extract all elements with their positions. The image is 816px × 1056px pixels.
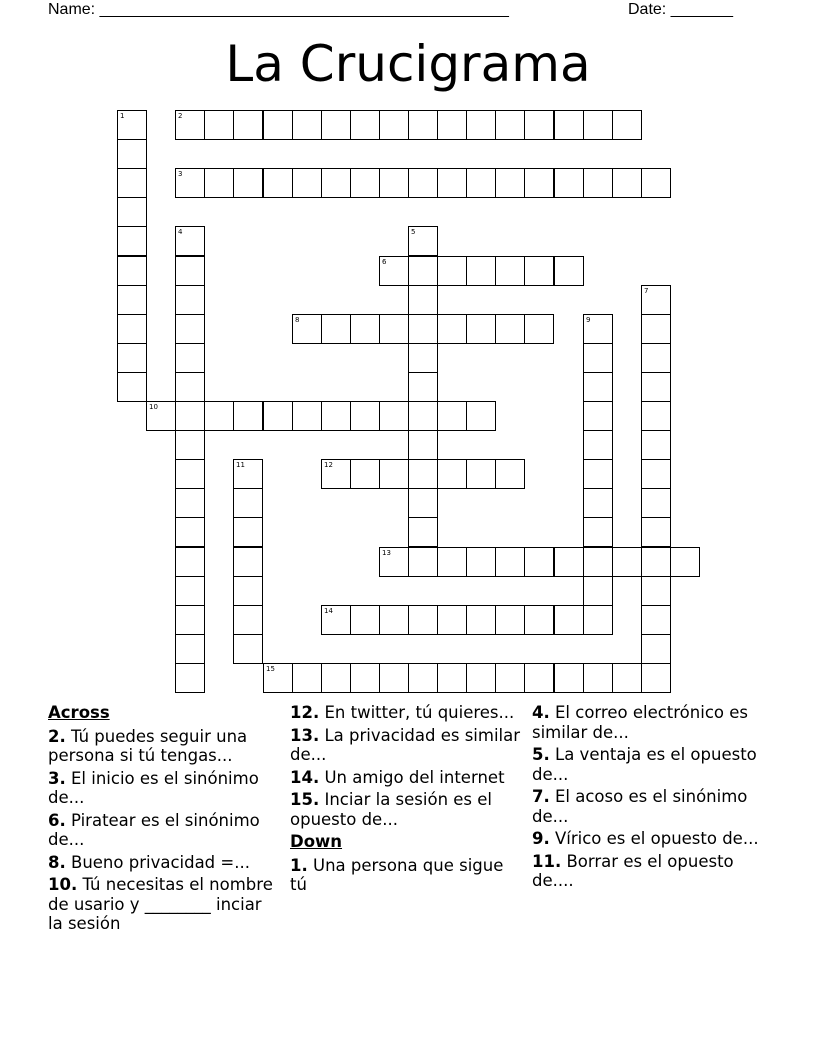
grid-cell[interactable] <box>524 663 554 693</box>
grid-cell[interactable] <box>408 459 438 489</box>
clue-text: El acoso es el sinónimo de... <box>532 787 748 826</box>
grid-cell[interactable] <box>233 576 263 606</box>
grid-cell[interactable] <box>495 314 525 344</box>
grid-cell[interactable] <box>466 110 496 140</box>
grid-cell[interactable] <box>583 488 613 518</box>
grid-cell[interactable] <box>379 663 409 693</box>
grid-cell[interactable] <box>292 110 322 140</box>
grid-cell[interactable] <box>641 430 671 460</box>
grid-cell[interactable] <box>466 459 496 489</box>
grid-cell[interactable] <box>292 314 322 344</box>
puzzle-title: La Crucigrama <box>225 35 591 93</box>
clue-item <box>532 829 764 849</box>
grid-cell[interactable] <box>495 547 525 577</box>
grid-cell[interactable] <box>117 226 147 256</box>
grid-cell[interactable] <box>175 110 205 140</box>
grid-cell[interactable] <box>641 168 671 198</box>
grid-cell[interactable] <box>583 401 613 431</box>
grid-cell[interactable] <box>379 168 409 198</box>
grid-cell[interactable] <box>175 256 205 286</box>
grid-cell[interactable] <box>350 168 380 198</box>
clue-text: La privacidad es similar de... <box>290 725 521 764</box>
grid-cell[interactable] <box>321 663 351 693</box>
grid-cell[interactable] <box>466 401 496 431</box>
grid-cell[interactable] <box>408 547 438 577</box>
clue-num: 4. <box>532 703 550 722</box>
grid-cell[interactable] <box>146 401 176 431</box>
grid-cell[interactable] <box>641 634 671 664</box>
grid-cell[interactable] <box>408 372 438 402</box>
grid-cell[interactable] <box>321 110 351 140</box>
clue-number: 2 <box>178 112 183 120</box>
grid-cell[interactable] <box>175 547 205 577</box>
grid-cell[interactable] <box>117 285 147 315</box>
clue-number: 5 <box>411 228 416 236</box>
clue-item <box>48 875 280 934</box>
clue-num: 14. <box>290 767 320 787</box>
clue-num: 5. <box>532 745 550 764</box>
grid-cell[interactable] <box>408 110 438 140</box>
grid-cell[interactable] <box>117 197 147 227</box>
grid-cell[interactable] <box>641 488 671 518</box>
clue-item <box>290 768 522 788</box>
grid-cell[interactable] <box>321 168 351 198</box>
clue-num: 3. <box>48 768 66 788</box>
grid-cell[interactable] <box>175 226 205 256</box>
grid-cell[interactable] <box>379 547 409 577</box>
clue-number: 11 <box>236 461 245 469</box>
grid-cell[interactable] <box>437 401 467 431</box>
grid-cell[interactable] <box>175 488 205 518</box>
clue-text: En twitter, tú quieres... <box>324 703 515 722</box>
grid-cell[interactable] <box>292 663 322 693</box>
grid-cell[interactable] <box>379 314 409 344</box>
grid-cell[interactable] <box>554 663 584 693</box>
grid-cell[interactable] <box>583 168 613 198</box>
grid-cell[interactable] <box>379 401 409 431</box>
grid-cell[interactable] <box>379 256 409 286</box>
grid-cell[interactable] <box>583 605 613 635</box>
grid-cell[interactable] <box>437 110 467 140</box>
clue-number: 15 <box>266 665 275 673</box>
clue-text: Borrar es el opuesto de.... <box>532 851 734 890</box>
grid-cell[interactable] <box>554 547 584 577</box>
clue-column-1 <box>48 703 280 937</box>
grid-cell[interactable] <box>437 605 467 635</box>
grid-cell[interactable] <box>117 139 147 169</box>
grid-cell[interactable] <box>408 226 438 256</box>
grid-cell[interactable] <box>408 605 438 635</box>
grid-cell[interactable] <box>641 459 671 489</box>
grid-cell[interactable] <box>350 605 380 635</box>
grid-cell[interactable] <box>321 459 351 489</box>
grid-cell[interactable] <box>583 314 613 344</box>
clue-item <box>48 811 280 850</box>
clue-text: Tú necesitas el nombre de usario y ________ inciar la sesión <box>48 875 273 933</box>
grid-cell[interactable] <box>350 110 380 140</box>
grid-cell[interactable] <box>321 314 351 344</box>
grid-cell[interactable] <box>233 168 263 198</box>
clue-num: 12. <box>290 703 320 722</box>
grid-cell[interactable] <box>233 547 263 577</box>
clue-num: 8. <box>48 852 66 872</box>
grid-cell[interactable] <box>612 168 642 198</box>
grid-cell[interactable] <box>175 168 205 198</box>
grid-cell[interactable] <box>408 488 438 518</box>
grid-cell[interactable] <box>466 314 496 344</box>
grid-cell[interactable] <box>641 663 671 693</box>
clue-item <box>532 787 764 826</box>
grid-cell[interactable] <box>524 110 554 140</box>
grid-cell[interactable] <box>554 605 584 635</box>
clue-num: 2. <box>48 726 66 746</box>
grid-cell[interactable] <box>175 401 205 431</box>
grid-cell[interactable] <box>117 168 147 198</box>
grid-cell[interactable] <box>641 285 671 315</box>
grid-cell[interactable] <box>408 343 438 373</box>
clue-text: El inicio es el sinónimo de... <box>48 768 259 807</box>
clue-number: 9 <box>586 316 591 324</box>
clue-number: 14 <box>324 607 333 615</box>
grid-cell[interactable] <box>233 488 263 518</box>
clue-num: 9. <box>532 829 550 848</box>
grid-cell[interactable] <box>437 547 467 577</box>
grid-cell[interactable] <box>292 168 322 198</box>
grid-cell[interactable] <box>583 110 613 140</box>
grid-cell[interactable] <box>175 430 205 460</box>
grid-cell[interactable] <box>117 256 147 286</box>
clue-item <box>290 703 522 723</box>
clue-item <box>290 790 522 829</box>
grid-cell[interactable] <box>204 401 234 431</box>
grid-cell[interactable] <box>524 168 554 198</box>
grid-cell[interactable] <box>524 314 554 344</box>
grid-cell[interactable] <box>583 517 613 547</box>
grid-cell[interactable] <box>175 459 205 489</box>
clue-text: Vírico es el opuesto de... <box>555 829 759 848</box>
grid-cell[interactable] <box>408 517 438 547</box>
grid-cell[interactable] <box>379 605 409 635</box>
down-heading: Down <box>290 832 343 851</box>
grid-cell[interactable] <box>554 168 584 198</box>
grid-cell[interactable] <box>495 459 525 489</box>
grid-cell[interactable] <box>175 285 205 315</box>
grid-cell[interactable] <box>641 372 671 402</box>
grid-cell[interactable] <box>495 256 525 286</box>
clue-num: 7. <box>532 787 550 806</box>
grid-cell[interactable] <box>204 110 234 140</box>
clue-number: 12 <box>324 461 333 469</box>
clue-num: 6. <box>48 810 66 830</box>
grid-cell[interactable] <box>233 634 263 664</box>
clue-item <box>290 726 522 765</box>
clue-num: 1. <box>290 855 308 875</box>
grid-cell[interactable] <box>233 110 263 140</box>
clue-num: 13. <box>290 725 320 745</box>
grid-cell[interactable] <box>321 401 351 431</box>
clue-number: 4 <box>178 228 183 236</box>
grid-cell[interactable] <box>495 110 525 140</box>
across-heading: Across <box>48 703 110 722</box>
grid-cell[interactable] <box>641 314 671 344</box>
date-field[interactable]: Date: _______ <box>628 1 733 18</box>
grid-cell[interactable] <box>495 168 525 198</box>
grid-cell[interactable] <box>495 605 525 635</box>
grid-cell[interactable] <box>233 517 263 547</box>
clue-num: 15. <box>290 790 320 809</box>
clue-text: Piratear es el sinónimo de... <box>48 810 260 849</box>
grid-cell[interactable] <box>495 663 525 693</box>
grid-cell[interactable] <box>117 110 147 140</box>
clue-number: 7 <box>644 287 649 295</box>
clue-column-3 <box>532 703 764 894</box>
grid-cell[interactable] <box>175 343 205 373</box>
clue-text: Bueno privacidad =... <box>71 852 250 872</box>
grid-cell[interactable] <box>175 517 205 547</box>
clue-number: 8 <box>295 316 300 324</box>
clue-item <box>532 703 764 742</box>
clue-number: 3 <box>178 170 183 178</box>
clue-column-2 <box>290 703 522 898</box>
grid-cell[interactable] <box>583 372 613 402</box>
grid-cell[interactable] <box>583 576 613 606</box>
grid-cell[interactable] <box>554 256 584 286</box>
clue-num: 10. <box>48 875 78 894</box>
grid-cell[interactable] <box>583 343 613 373</box>
grid-cell[interactable] <box>641 605 671 635</box>
grid-cell[interactable] <box>263 401 293 431</box>
grid-cell[interactable] <box>408 285 438 315</box>
grid-cell[interactable] <box>524 256 554 286</box>
grid-cell[interactable] <box>263 663 293 693</box>
clue-item <box>48 769 280 808</box>
grid-cell[interactable] <box>175 663 205 693</box>
grid-cell[interactable] <box>437 459 467 489</box>
grid-cell[interactable] <box>117 372 147 402</box>
clue-text: Una persona que sigue tú <box>290 855 504 894</box>
grid-cell[interactable] <box>175 314 205 344</box>
grid-cell[interactable] <box>408 256 438 286</box>
clue-item <box>48 853 280 873</box>
clue-text: La ventaja es el opuesto de... <box>532 745 757 784</box>
grid-cell[interactable] <box>641 576 671 606</box>
clue-num: 11. <box>532 851 562 871</box>
grid-cell[interactable] <box>233 605 263 635</box>
grid-cell[interactable] <box>233 401 263 431</box>
grid-cell[interactable] <box>437 256 467 286</box>
grid-cell[interactable] <box>175 634 205 664</box>
grid-cell[interactable] <box>583 547 613 577</box>
clue-text: Un amigo del internet <box>324 767 505 787</box>
grid-cell[interactable] <box>350 663 380 693</box>
grid-cell[interactable] <box>350 401 380 431</box>
grid-cell[interactable] <box>583 430 613 460</box>
grid-cell[interactable] <box>466 547 496 577</box>
clue-text: El correo electrónico es similar de... <box>532 703 748 742</box>
grid-cell[interactable] <box>408 430 438 460</box>
grid-cell[interactable] <box>612 663 642 693</box>
grid-cell[interactable] <box>554 110 584 140</box>
grid-cell[interactable] <box>641 547 671 577</box>
clue-number: 10 <box>149 403 158 411</box>
grid-cell[interactable] <box>408 168 438 198</box>
grid-cell[interactable] <box>117 314 147 344</box>
grid-cell[interactable] <box>437 663 467 693</box>
grid-cell[interactable] <box>466 168 496 198</box>
clue-number: 13 <box>382 549 391 557</box>
grid-cell[interactable] <box>612 547 642 577</box>
grid-cell[interactable] <box>204 168 234 198</box>
grid-cell[interactable] <box>524 605 554 635</box>
grid-cell[interactable] <box>408 314 438 344</box>
grid-cell[interactable] <box>321 605 351 635</box>
grid-cell[interactable] <box>641 517 671 547</box>
grid-cell[interactable] <box>350 314 380 344</box>
grid-cell[interactable] <box>263 110 293 140</box>
clue-text: Tú puedes seguir una persona si tú tengas... <box>48 726 248 765</box>
grid-cell[interactable] <box>437 168 467 198</box>
grid-cell[interactable] <box>583 459 613 489</box>
grid-cell[interactable] <box>379 459 409 489</box>
grid-cell[interactable] <box>612 110 642 140</box>
clue-item <box>290 856 522 895</box>
grid-cell[interactable] <box>408 663 438 693</box>
grid-cell[interactable] <box>233 459 263 489</box>
grid-cell[interactable] <box>350 459 380 489</box>
name-field[interactable]: Name: ______________________________________________ <box>48 1 509 18</box>
grid-cell[interactable] <box>466 256 496 286</box>
grid-cell[interactable] <box>466 605 496 635</box>
grid-cell[interactable] <box>641 343 671 373</box>
grid-cell[interactable] <box>408 401 438 431</box>
grid-cell[interactable] <box>292 401 322 431</box>
grid-cell[interactable] <box>175 576 205 606</box>
grid-cell[interactable] <box>670 547 700 577</box>
clue-item <box>48 727 280 766</box>
clue-item <box>532 852 764 891</box>
grid-cell[interactable] <box>583 663 613 693</box>
clue-text: Inciar la sesión es el opuesto de... <box>290 790 492 829</box>
grid-cell[interactable] <box>466 663 496 693</box>
clue-number: 1 <box>120 112 125 120</box>
grid-cell[interactable] <box>524 547 554 577</box>
clue-item <box>532 745 764 784</box>
clue-number: 6 <box>382 258 387 266</box>
grid-cell[interactable] <box>175 372 205 402</box>
grid-cell[interactable] <box>437 314 467 344</box>
grid-cell[interactable] <box>379 110 409 140</box>
grid-cell[interactable] <box>175 605 205 635</box>
grid-cell[interactable] <box>263 168 293 198</box>
grid-cell[interactable] <box>117 343 147 373</box>
grid-cell[interactable] <box>641 401 671 431</box>
